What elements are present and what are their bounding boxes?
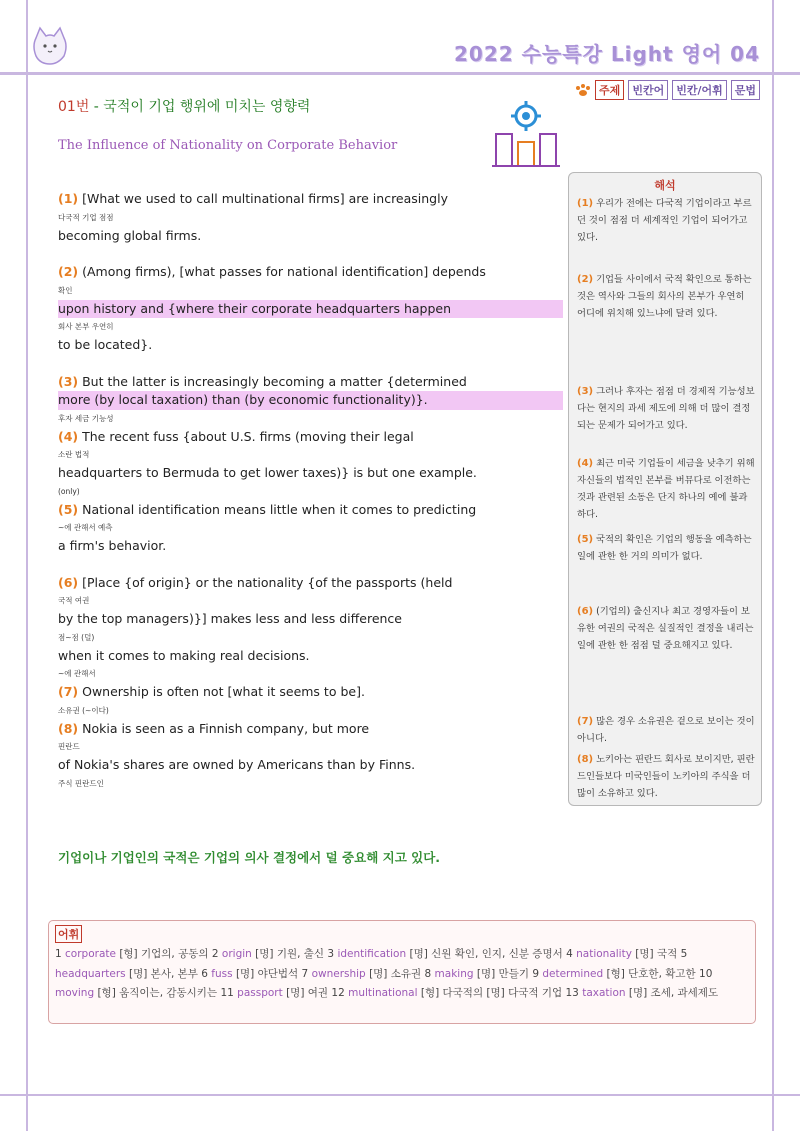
passage-number: 01번 — [58, 99, 90, 115]
corporate-building-icon — [488, 98, 564, 170]
vocabulary-list: 1 corporate [형] 기업의, 공동의 2 origin [명] 기원, 출신 3 identification [명] 신원 확인, 인지, 신분 증명서 4 nationality [명] 국적 5 headquarters [명] 본사, 본부 6 fuss [명] 야단법석 7 ownership [명] 소유권 8 making [명] 만들기 9 determined [형] 단호한, 확고한 10 moving [형] 움직이는, 감동시키는 11 passport [명] 여권 12 multinational [형] 다국적의 [명] 다국적 기업 13 taxation [명] 조세, 과세제도 — [55, 948, 719, 999]
sentence-line: (3) But the latter is increasingly becoming a matter {determined — [58, 373, 467, 389]
bottom-rule — [0, 1094, 800, 1096]
tag-bar — [575, 80, 760, 100]
top-rule — [0, 72, 800, 75]
sentence-line: upon history and {where their corporate headquarters happen — [58, 300, 563, 319]
right-rule — [772, 0, 774, 1131]
gloss-line: 소란 법적 — [58, 450, 90, 459]
translation-heading: 해석 — [654, 179, 676, 192]
gloss-line: 주식 핀란드인 — [58, 778, 104, 788]
sentence-line: (4) The recent fuss {about U.S. firms (moving their legal — [58, 428, 414, 444]
tag-blank-vocab[interactable]: 빈칸/어휘 — [672, 80, 727, 100]
passage-body — [58, 190, 563, 793]
sentence-line: becoming global firms. — [58, 227, 202, 243]
gloss-line — [58, 556, 563, 574]
gloss-line: 점~점 (덜) — [58, 632, 95, 642]
header-title: 2022 수능특강 Light 영어 04 — [454, 42, 760, 66]
gloss-line: ~에 관해서 예측 — [58, 523, 113, 532]
gloss-line: (only) — [58, 486, 80, 496]
tag-grammar[interactable]: 문법 — [731, 80, 760, 100]
sentence-line: a firm's behavior. — [58, 538, 167, 553]
translation-item: (5) 국적의 확인은 기업의 행동을 예측하는 일에 관한 한 거의 의미가 없다. — [577, 534, 752, 562]
sentence-line: to be located}. — [58, 337, 153, 352]
tag-blank-word[interactable]: 빈칸어 — [628, 80, 668, 100]
passage-title-text: - 국적이 기업 행위에 미치는 영향력 — [93, 99, 311, 115]
sentence-line: (7) Ownership is often not [what it seems to be]. — [58, 684, 365, 699]
tag-topic[interactable]: 주제 — [595, 80, 624, 100]
sentence-line: when it comes to making real decisions. — [58, 647, 310, 663]
vocabulary-box — [48, 920, 756, 1024]
sentence-line: (2) (Among firms), [what passes for national identification] depends — [58, 264, 486, 279]
translation-item: (3) 그러나 후자는 점점 더 경제적 기능성보다는 현지의 과세 제도에 의해 더 많이 결정되는 문제가 되어가고 있다. — [577, 386, 755, 431]
sentence-line: headquarters to Bermuda to get lower taxes)} is but one example. — [58, 465, 477, 480]
gloss-line: 다국적 기업 점점 — [58, 212, 114, 222]
sentence-line: (8) Nokia is seen as a Finnish company, but more — [58, 720, 370, 736]
translation-item: (7) 많은 경우 소유권은 겉으로 보이는 것이 아니다. — [577, 716, 755, 744]
gloss-line: 회사 본부 우연히 — [58, 322, 114, 331]
translation-item: (6) (기업의) 출신지나 최고 경영자들이 보유한 여권의 국적은 실질적인 결정을 내리는 일에 관한 한 점점 덜 중요해지고 있다. — [577, 606, 754, 651]
passage-title — [58, 96, 310, 116]
cat-mascot-icon — [30, 24, 70, 66]
paw-icon — [575, 83, 591, 97]
summary: 기업이나 기업인의 국적은 기업의 의사 결정에서 덜 중요해 지고 있다. — [58, 850, 441, 865]
sentence-line: (6) [Place {of origin} or the nationality {of the passports (held — [58, 574, 453, 590]
gloss-line — [58, 245, 563, 263]
translation-item: (2) 기업들 사이에서 국적 확인으로 통하는 것은 역사와 그들의 회사의 본부가 우연히 어디에 위치해 있느냐에 달려 있다. — [577, 274, 752, 319]
gloss-line: 소유권 (∼이다) — [58, 705, 109, 715]
gloss-line: ~에 관해서 — [58, 669, 96, 678]
gloss-line: 후자 세금 기능성 — [58, 413, 114, 423]
gloss-line: 국적 여권 — [58, 596, 90, 605]
translation-item: (1) 우리가 전에는 다국적 기업이라고 부르던 것이 점점 더 세계적인 기업이 되어가고 있다. — [577, 198, 752, 243]
translation-item: (8) 노키아는 핀란드 회사로 보이지만, 핀란드인들보다 미국인들이 노키아의 주식을 더 많이 소유하고 있다. — [577, 754, 755, 799]
translation-item: (4) 최근 미국 기업들이 세금을 낮추기 위해 자신들의 법적인 본부를 버뮤다로 이전하는 것과 관련된 소동은 단지 하나의 예에 불과하다. — [577, 458, 755, 520]
left-rule — [26, 0, 28, 1131]
translation-panel — [568, 172, 762, 806]
english-title: The Influence of Nationality on Corporate Behavior — [58, 138, 398, 153]
gloss-line: 핀란드 — [58, 742, 80, 751]
gloss-line — [58, 355, 563, 373]
sentence-line: (5) National identification means little when it comes to predicting — [58, 501, 477, 517]
sentence-line: of Nokia's shares are owned by Americans than by Finns. — [58, 757, 416, 772]
sentence-line: (1) [What we used to call multinational firms] are increasingly — [58, 191, 448, 206]
sentence-line: more (by local taxation) than (by economic functionality)}. — [58, 391, 563, 410]
vocabulary-heading: 어휘 — [55, 925, 82, 943]
gloss-line: 확인 — [58, 285, 73, 295]
sentence-line: by the top managers)}] makes less and less difference — [58, 611, 402, 626]
